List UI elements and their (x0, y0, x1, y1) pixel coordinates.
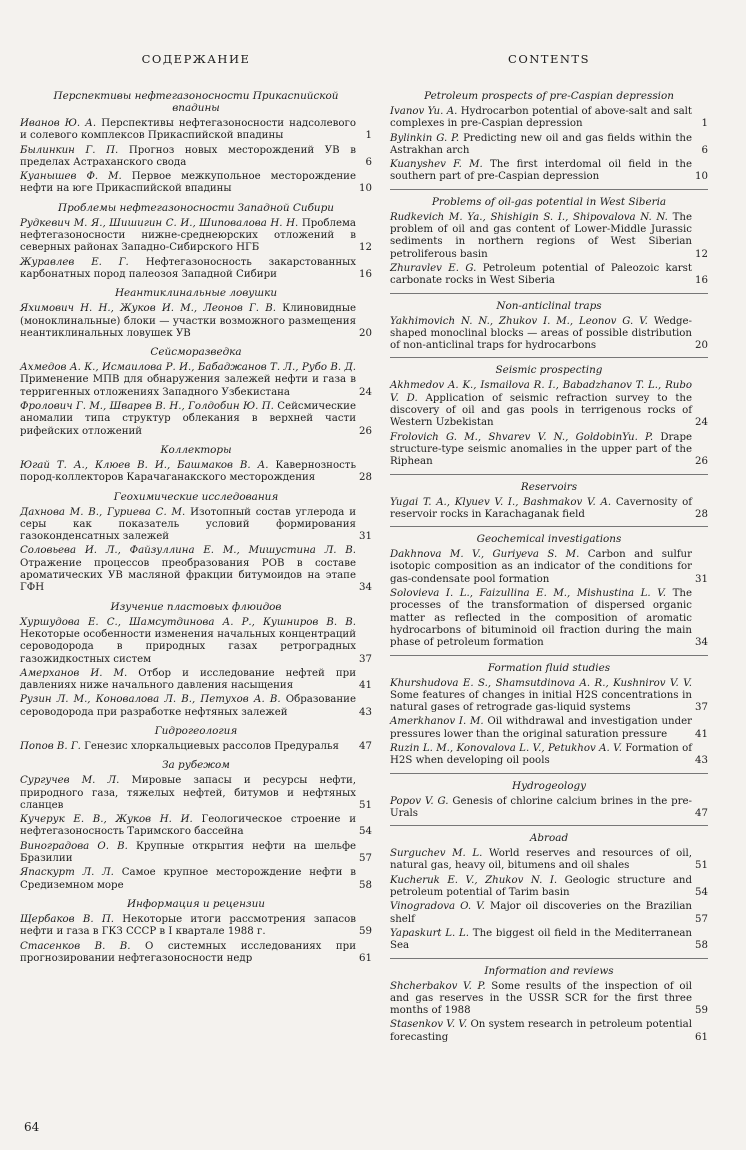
toc-entry (390, 263, 708, 288)
entry-authors: Yakhimovich N. N., Zhukov I. M., Leonov G. V. (390, 315, 648, 327)
entry-page: 57 (695, 913, 708, 925)
toc-section (390, 474, 708, 522)
entry-page: 43 (695, 755, 708, 767)
section-title: Коллекторы (160, 443, 232, 456)
toc-entry (20, 507, 372, 544)
entry-title: World reserves and resources of oil, natural gas, heavy oil, bitumens and oil shales (390, 848, 692, 872)
entry-title: Carbon and sulfur isotopic composition as an indicator of the conditions for gas-condensate pool formation (390, 549, 692, 585)
entry-authors: Былинкин Г. П. (20, 144, 119, 156)
contents-heading-en: CONTENTS (508, 52, 590, 66)
toc-section (20, 601, 372, 719)
entry-authors: Stasenkov V. V. (390, 1019, 468, 1031)
toc-entry (390, 901, 708, 926)
section-title: Гидрогеология (154, 724, 238, 737)
section-title: Petroleum prospects of pre-Caspian depression (424, 90, 674, 102)
section-divider (390, 958, 708, 959)
entry-authors: Амерханов И. М. (20, 667, 128, 679)
page-number: 64 (24, 1120, 40, 1134)
entry-title: Прогноз новых месторождений УВ в пределах Астраханского свода (20, 144, 356, 168)
toc-entry (390, 380, 708, 429)
entry-page: 54 (695, 887, 708, 899)
entry-page: 37 (695, 702, 708, 714)
toc-entry (390, 928, 708, 953)
entry-title: Отражение процессов преобразования РОВ в составе ароматических УВ масляной фракции битумоидов на этапе ГФН (20, 557, 356, 594)
entry-title: Hydrocarbon potential of above-salt and salt complexes in pre-Caspian depression (390, 106, 692, 130)
toc-entry (20, 841, 372, 866)
toc-entry (390, 981, 708, 1018)
entry-page: 58 (359, 879, 372, 891)
entry-page: 61 (359, 952, 372, 964)
toc-entry (390, 106, 708, 131)
entry-title: Drape structure-type seismic anomalies in the upper part of the Riphean (390, 431, 692, 468)
toc-section (20, 444, 372, 485)
entry-page: 37 (359, 653, 372, 665)
entry-authors: Япаскурт Л. Л. (20, 867, 114, 879)
toc-entry (20, 914, 372, 939)
entry-page: 34 (359, 582, 372, 594)
entry-title: On system research in petroleum potential forecasting (390, 1019, 692, 1043)
entry-page: 54 (359, 826, 372, 838)
section-title: Сейсморазведка (150, 346, 242, 359)
toc-section (390, 357, 708, 468)
entry-page: 47 (359, 740, 372, 752)
toc-entry (390, 432, 708, 469)
entry-title: Некоторые итоги рассмотрения запасов нефти и газа в ГКЗ СССР в I квартале 1988 г. (20, 913, 356, 938)
toc-entry (20, 775, 372, 812)
entry-authors: Bylinkin G. P. (390, 132, 460, 144)
entry-authors: Иванов Ю. А. (20, 118, 97, 129)
toc-entry (390, 588, 708, 649)
entry-title: Изотопный состав углерода и серы как показатель условий формирования газоконденсатных залежей (20, 506, 356, 543)
entry-authors: Yugai T. A., Klyuev V. I., Bashmakov V. A. (390, 496, 612, 508)
entry-authors: Соловьева И. Л., Файзуллина Е. М., Мишустина Л. В. (20, 545, 356, 557)
entry-title: Сейсмические аномалии типа структур облекания в верхней части рифейских отложений (20, 401, 356, 437)
section-title: Неантиклинальные ловушки (114, 287, 278, 300)
entry-page: 6 (365, 156, 372, 168)
toc-entry (20, 145, 372, 170)
toc-section (20, 725, 372, 753)
toc-entry (20, 814, 372, 839)
toc-entry (20, 694, 372, 719)
section-title: Информация и рецензии (127, 897, 265, 910)
entry-title: Some results of the inspection of oil and gas reserves in the USSR SCR for the first three months of 1988 (390, 980, 692, 1017)
toc-section (390, 825, 708, 952)
entry-authors: Dakhnova M. V., Guriyeva S. M. (390, 549, 580, 561)
entry-page: 1 (365, 130, 372, 142)
entry-title: Кавернозность пород-коллекторов Карачаганакского месторождения (20, 459, 356, 484)
toc-section (390, 958, 708, 1044)
entry-page: 51 (695, 860, 708, 872)
toc-entry (390, 497, 708, 522)
entry-authors: Rudkevich M. Ya., Shishigin S. I., Shipovalova N. N. (390, 211, 668, 223)
entry-page: 16 (695, 275, 708, 287)
toc-entry (20, 941, 372, 966)
contents-heading-ru: СОДЕРЖАНИЕ (141, 52, 251, 66)
entry-title: Применение МПВ для обнаружения залежей нефти и газа в терригенных отложениях Западного Узбекистана (20, 374, 356, 398)
entry-page: 31 (359, 531, 372, 543)
toc-entry (20, 617, 372, 666)
toc-section (390, 526, 708, 649)
toc-entry (20, 257, 372, 282)
entry-authors: Журавлев Е. Г. (20, 256, 129, 268)
entry-authors: Рудкевич М. Я., Шишигин С. И., Шиповалова Н. Н. (20, 217, 299, 229)
entry-page: 47 (695, 807, 708, 819)
toc-section (20, 202, 372, 281)
entry-authors: Ахмедов А. К., Исмаилова Р. И., Бабаджанов Т. Л., Рубо В. Д. (20, 362, 356, 374)
toc-entry (20, 668, 372, 693)
toc-entry (390, 743, 708, 768)
toc-section (390, 293, 708, 353)
entry-page: 6 (701, 144, 708, 156)
toc-entry (390, 1019, 708, 1044)
toc-section (390, 655, 708, 768)
entry-authors: Zhuravlev E. G. (390, 262, 477, 274)
toc-section (20, 287, 372, 340)
entry-authors: Кучерук Е. В., Жуков Н. И. (20, 814, 193, 826)
entry-page: 26 (695, 456, 708, 468)
entry-title: Отбор и исследование нефтей при давлениях ниже начального давления насыщения (20, 667, 356, 692)
section-divider (390, 655, 708, 656)
section-divider (390, 526, 708, 527)
entry-authors: Фролович Г. М., Шварев В. Н., Голдобин Ю. П. (20, 401, 274, 413)
section-divider (390, 474, 708, 475)
toc-entry (20, 218, 372, 255)
section-title: Formation fluid studies (487, 661, 611, 674)
toc-section (390, 189, 708, 288)
entry-page: 1 (701, 118, 708, 130)
toc-entry (20, 362, 372, 399)
section-title: Seismic prospecting (495, 364, 603, 377)
entry-title: Application of seismic refraction survey to the discovery of oil and gas pools in terrigenous rocks of Western Uzbekistan (390, 392, 693, 429)
toc-entry (390, 133, 708, 158)
entry-page: 28 (695, 508, 708, 520)
entry-title: Geologic structure and petroleum potential of Tarim basin (390, 874, 692, 899)
entry-page: 28 (359, 472, 372, 484)
toc-entry (390, 848, 708, 873)
toc-section (390, 90, 708, 184)
section-title: Изучение пластовых флюидов (110, 600, 282, 613)
toc-entry (390, 212, 708, 261)
entry-title: Геологическое строение и нефтегазоносность Таримского бассейна (20, 814, 356, 838)
entry-title: Petroleum potential of Paleozoic karst carbonate rocks in West Siberia (390, 262, 692, 287)
section-title: За рубежом (162, 759, 230, 772)
entry-title: Мировые запасы и ресурсы нефти, природного газа, тяжелых нефтей, битумов и нефтяных сланцев (20, 775, 357, 811)
section-title: Problems of oil-gas potential in West Siberia (431, 195, 667, 208)
entry-title: Cavernosity of reservoir rocks in Karachaganak field (390, 496, 692, 520)
entry-page: 26 (359, 425, 372, 437)
entry-authors: Куанышев Ф. М. (20, 171, 122, 183)
entry-title: Самое крупное месторождение нефти в Средиземном море (20, 867, 356, 891)
toc-entry (20, 741, 372, 753)
entry-title: The biggest oil field in the Mediterranean Sea (390, 927, 692, 952)
section-title: Проблемы нефтегазоносности Западной Сибири (58, 201, 334, 214)
entry-page: 41 (359, 680, 372, 692)
entry-title: Formation of H2S when developing oil pools (390, 742, 692, 767)
toc-entry (20, 303, 372, 340)
entry-authors: Ruzin L. M., Konovalova L. V., Petukhov A. V. (390, 742, 622, 754)
entry-authors: Рузин Л. М., Коновалова Л. В., Петухов А. В. (20, 694, 281, 706)
entry-title: The first interdomal oil field in the southern part of pre-Caspian depression (390, 159, 692, 183)
entry-authors: Яхимович Н. Н., Жуков И. М., Леонов Г. В. (20, 303, 276, 315)
entry-authors: Ivanov Yu. A. (390, 106, 458, 117)
section-divider (390, 357, 708, 358)
section-divider (390, 189, 708, 190)
entry-page: 20 (695, 340, 708, 352)
toc-entry (390, 678, 708, 715)
toc-section (20, 90, 372, 196)
entry-page: 31 (695, 573, 708, 585)
entry-title: Генезис хлоркальциевых рассолов Предуралья (84, 740, 339, 752)
entry-authors: Щербаков В. П. (20, 913, 115, 925)
toc-entry (390, 875, 708, 900)
toc-entry (20, 401, 372, 438)
entry-title: Predicting new oil and gas fields within the Astrakhan arch (390, 132, 692, 156)
section-title: Information and reviews (484, 964, 614, 977)
entry-page: 24 (695, 417, 708, 429)
entry-authors: Попов В. Г. (20, 740, 81, 752)
entry-authors: Vinogradova O. V. (390, 901, 485, 913)
entry-page: 10 (695, 171, 708, 183)
entry-title: Крупные открытия нефти на шельфе Бразилии (20, 840, 356, 865)
toc-section (20, 759, 372, 892)
section-divider (390, 773, 708, 774)
entry-authors: Frolovich G. M., Shvarev V. N., GoldobinYu. P. (390, 431, 654, 443)
entry-page: 58 (695, 940, 708, 952)
entry-authors: Yapaskurt L. L. (390, 927, 470, 939)
entry-authors: Виноградова О. В. (20, 840, 128, 852)
entry-authors: Стасенков В. В. (20, 940, 131, 952)
entry-title: Oil withdrawal and investigation under pressures lower than the original saturation pressure (390, 716, 692, 740)
toc-entry (390, 549, 708, 586)
entry-title: Первое межкупольное месторождение нефти на юге Прикаспийской впадины (20, 171, 356, 195)
entry-page: 51 (359, 799, 372, 811)
toc-entry (20, 867, 372, 892)
entry-page: 43 (359, 706, 372, 718)
toc-section (390, 773, 708, 821)
section-divider (390, 825, 708, 826)
entry-page: 12 (695, 248, 708, 260)
entry-authors: Surguchev M. L. (390, 848, 483, 860)
sections-en (390, 90, 708, 1044)
entry-title: Нефтегазоносность закарстованных карбонатных пород палеозоя Западной Сибири (20, 256, 356, 280)
contents-russian (20, 52, 372, 967)
section-title: Abroad (529, 832, 569, 845)
contents-english (390, 52, 708, 1046)
toc-entry (390, 159, 708, 184)
section-title: Geochemical investigations (476, 533, 622, 546)
entry-title: Major oil discoveries on the Brazilian shelf (390, 901, 692, 925)
toc-section (20, 346, 372, 438)
entry-page: 34 (695, 637, 708, 649)
entry-page: 20 (359, 327, 372, 339)
entry-authors: Amerkhanov I. M. (390, 716, 484, 728)
toc-entry (20, 118, 372, 143)
section-title: Геохимические исследования (113, 490, 279, 503)
entry-title: Проблема нефтегазоносности нижне-среднеюрских отложений в северных районах Западно-Сибирского НГБ (20, 217, 356, 254)
entry-authors: Югай Т. А., Клюев В. И., Башмаков В. А. (20, 459, 269, 471)
entry-title: Образование сероводорода при разработке нефтяных залежей (20, 694, 356, 718)
entry-page: 57 (359, 853, 372, 865)
entry-authors: Сургучев М. Л. (20, 775, 120, 787)
entry-title: О системных исследованиях при прогнозировании нефтегазоносности недр (20, 940, 356, 964)
entry-authors: Khurshudova E. S., Shamsutdinova A. R., Kushnirov V. V. (390, 677, 692, 689)
entry-page: 16 (359, 268, 372, 280)
section-divider (390, 293, 708, 294)
toc-entry (390, 796, 708, 821)
entry-title: Genesis of chlorine calcium brines in the pre-Urals (390, 795, 692, 819)
toc-entry (20, 460, 372, 485)
entry-authors: Хуршудова Е. С., Шамсутдинова А. Р., Кушниров В. В. (20, 616, 356, 628)
toc-entry (20, 171, 372, 196)
section-title: Reservoirs (520, 480, 578, 493)
entry-page: 61 (695, 1031, 708, 1043)
entry-title: The problem of oil and gas content of Lower-Middle Jurassic sediments in northern regions of West Siberian petroliferous basin (390, 211, 692, 260)
entry-title: Some features of changes in initial H2S concentrations in natural gases of retrograde gas-liquid systems (390, 689, 692, 714)
entry-page: 59 (695, 1005, 708, 1017)
toc-entry (20, 545, 372, 594)
entry-page: 24 (359, 386, 372, 398)
section-title: Non-anticlinal traps (496, 299, 602, 312)
section-title: Перспективы нефтегазоносности Прикаспийской впадины (53, 90, 339, 114)
entry-page: 59 (359, 926, 372, 938)
entry-page: 10 (359, 183, 372, 195)
entry-authors: Kucheruk E. V., Zhukov N. I. (390, 874, 558, 886)
toc-entry (390, 716, 708, 741)
entry-authors: Solovieva I. L., Faizullina E. M., Mishustina L. V. (390, 588, 667, 600)
entry-authors: Дахнова М. В., Гуриева С. М. (20, 506, 186, 518)
entry-title: Wedge-shaped monoclinal blocks — areas of possible distribution of non-anticlinal traps for hydrocarbons (390, 315, 692, 352)
entry-page: 41 (695, 728, 708, 740)
toc-section (20, 491, 372, 595)
entry-authors: Akhmedov A. K., Ismailova R. I., Babadzhanov T. L., Rubo V. D. (390, 380, 692, 404)
entry-title: Некоторые особенности изменения начальных концентраций сероводорода в природных газах ретроградных газожидкостных систем (20, 628, 356, 665)
entry-authors: Popov V. G. (390, 795, 449, 807)
entry-authors: Shcherbakov V. P. (390, 980, 486, 992)
toc-entry (390, 316, 708, 353)
section-title: Hydrogeology (512, 779, 586, 792)
entry-page: 12 (359, 242, 372, 254)
sections-ru (20, 90, 372, 965)
entry-title: Клиновидные (моноклинальные) блоки — участки возможного размещения неантиклинальных ловушек УВ (20, 303, 356, 339)
entry-title: The processes of the transformation of dispersed organic matter as reflected in the composition of aromatic hydrocarbons of bituminoid oil fraction during the main phase of petroleum formation (390, 588, 692, 649)
entry-title: Перспективы нефтегазоносности надсолевого и солевого комплексов Прикаспийской впадины (20, 118, 356, 142)
toc-section (20, 898, 372, 965)
entry-authors: Kuanyshev F. M. (390, 159, 483, 171)
